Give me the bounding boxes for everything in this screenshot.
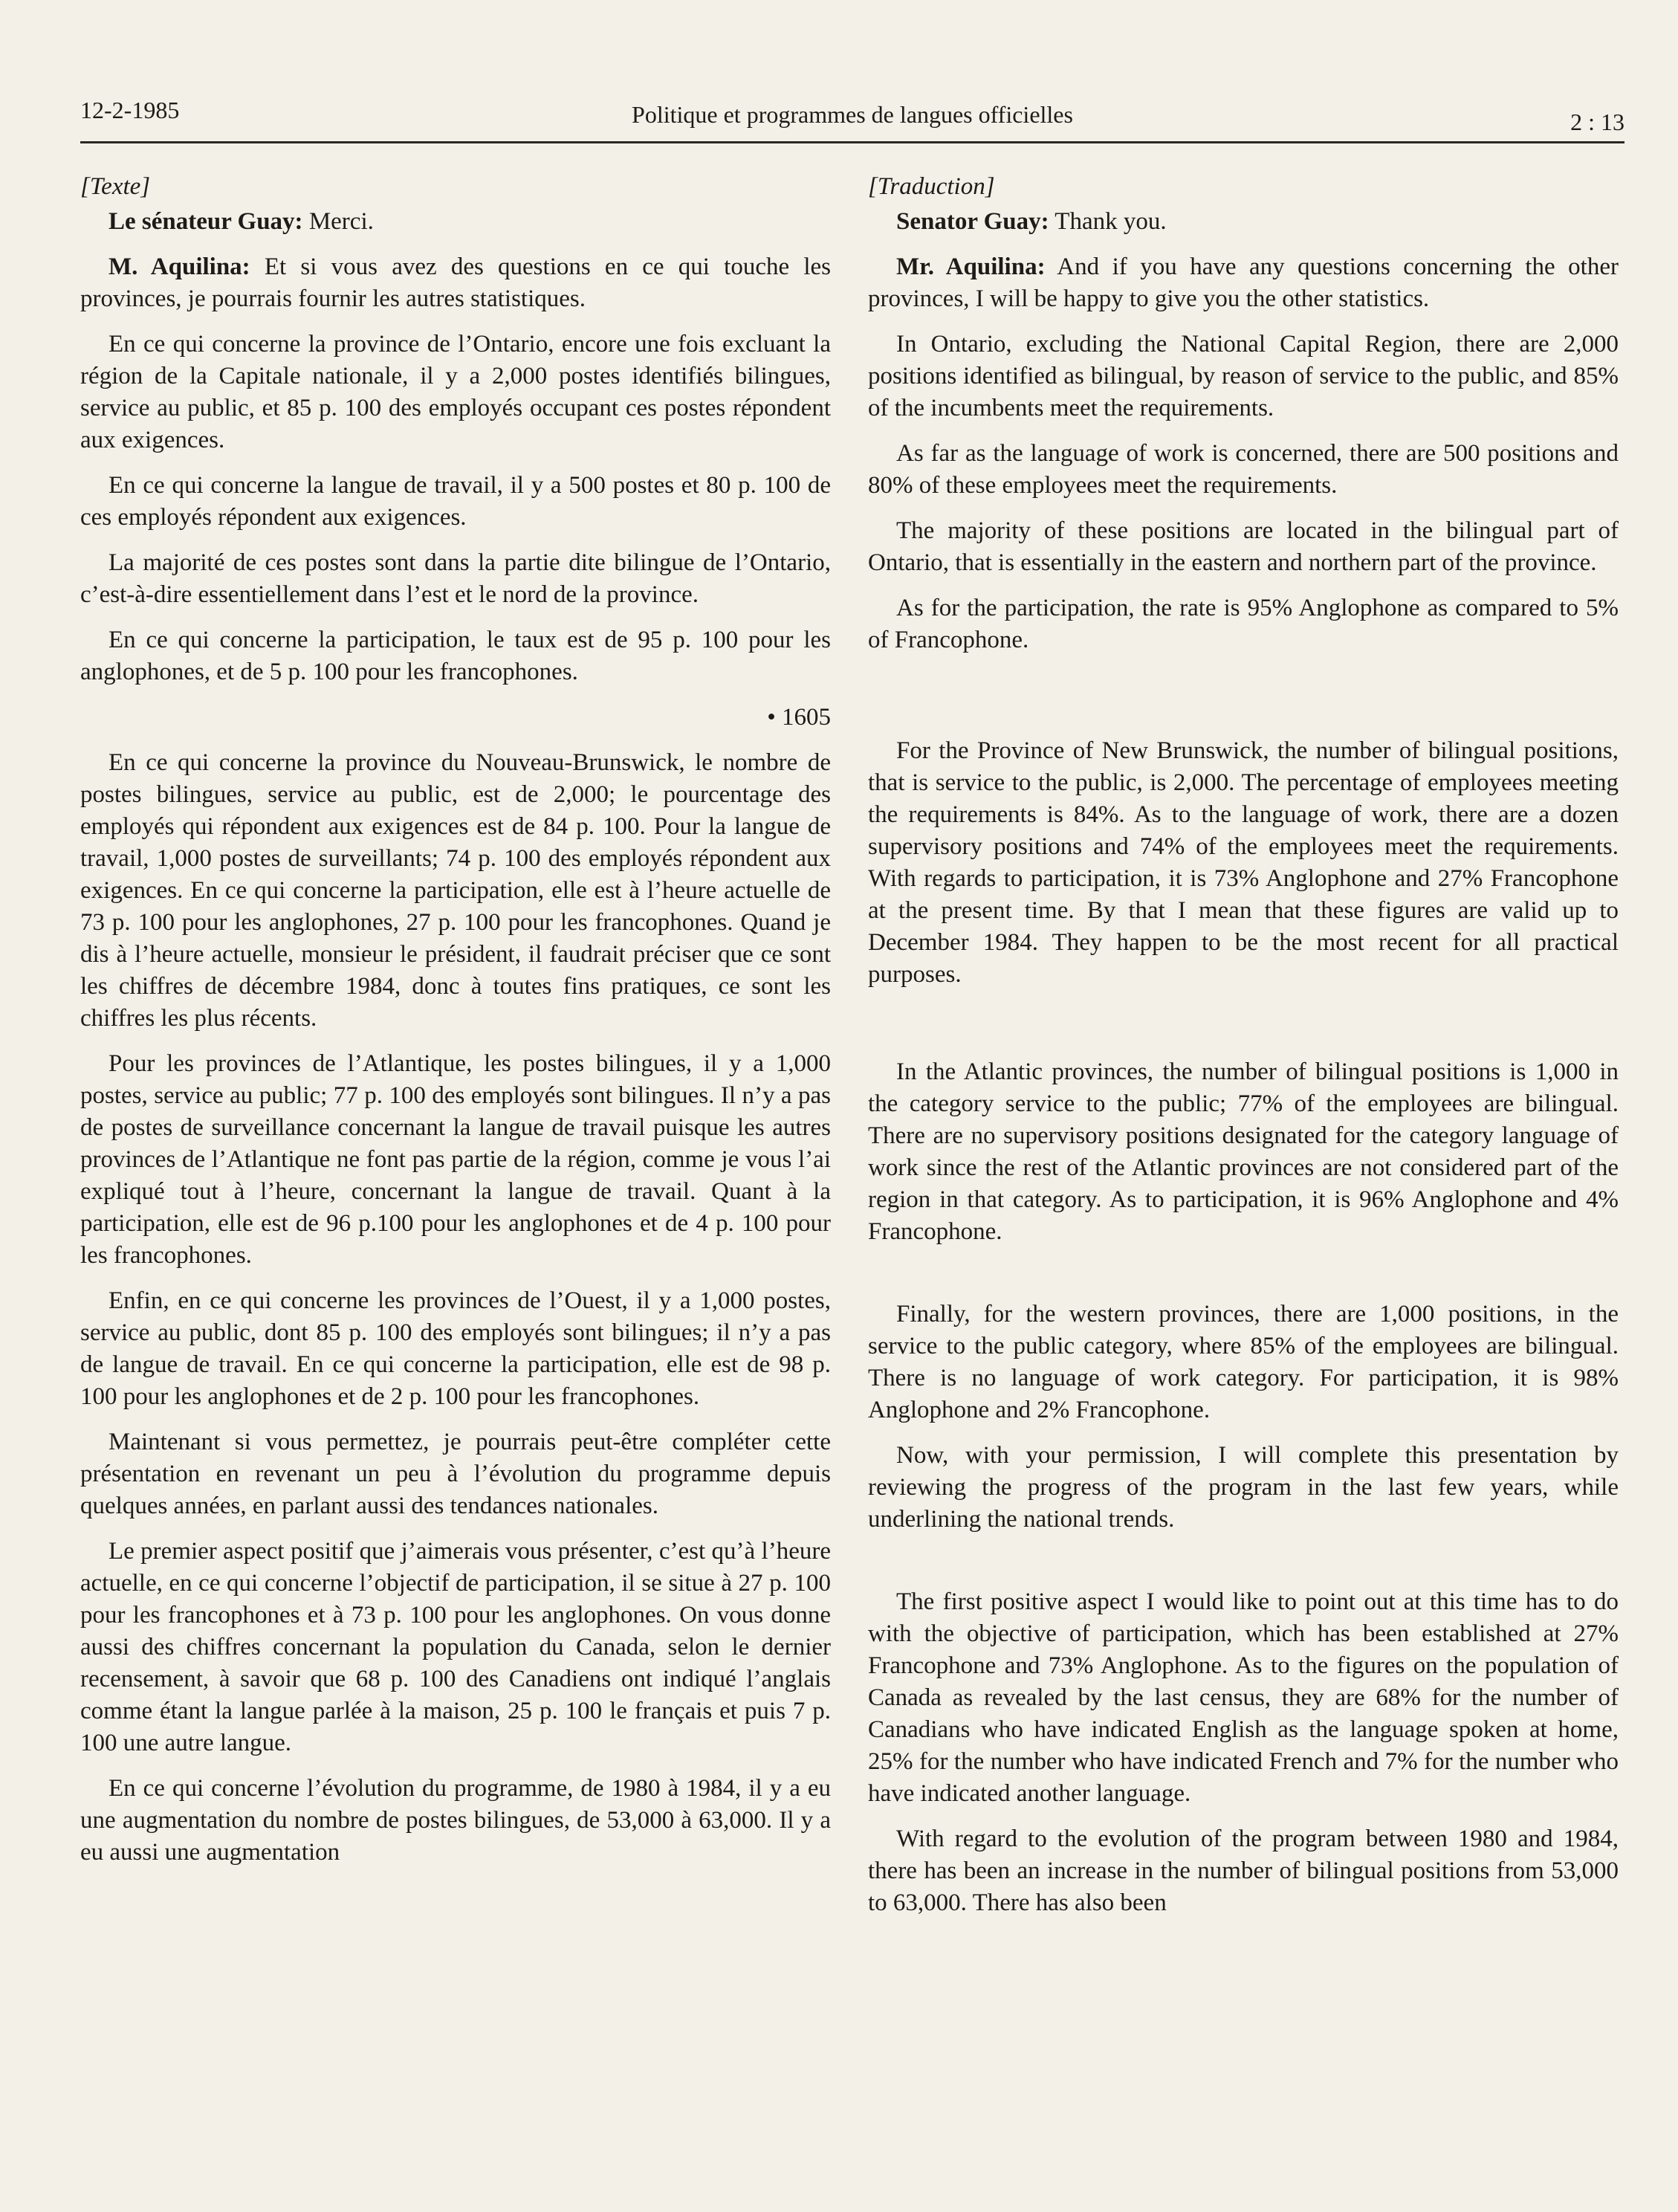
header-page-number: 2 : 13 (1570, 109, 1624, 135)
paragraph: The majority of these positions are located in the bilingual part of Ontario, that is essentially in the eastern and northern part of the province. (868, 517, 1619, 576)
language-tag: [Traduction] (868, 173, 995, 200)
header-title: Politique et programmes de langues officielles (632, 101, 1073, 128)
paragraph: In Ontario, excluding the National Capital Region, there are 2,000 positions identified as bilingual, by reason of service to the public, and 85% of the incumbents meet the requirements. (868, 331, 1619, 421)
paragraph: En ce qui concerne la participation, le taux est de 95 p. 100 pour les anglophones, et de 5 p. 100 pour les francophones. (80, 627, 831, 685)
paragraph (868, 206, 1619, 238)
spacer (868, 1261, 1619, 1299)
paragraph: Maintenant si vous permettez, je pourrais peut-être compléter cette présentation en revenant un peu à l’évolution du programme depuis quelques années, en parlant aussi des tendances nationales. (80, 1429, 831, 1519)
paragraph: As far as the language of work is concerned, there are 500 positions and 80% of these employees meet the requirements. (868, 440, 1619, 499)
paragraph: As for the participation, the rate is 95% Anglophone as compared to 5% of Francophone. (868, 595, 1619, 653)
french-column (80, 171, 831, 1882)
speech-text: Thank you. (1049, 208, 1167, 235)
paragraph: Finally, for the western provinces, there are 1,000 positions, in the service to the public category, where 85% of the employees are bilingual. There is no language of work category. For participation, it is 98% Anglophone and 2% Francophone. (868, 1301, 1619, 1423)
speaker-name: Le sénateur Guay: (108, 208, 303, 235)
header-date: 12-2-1985 (80, 97, 180, 123)
language-tag: [Texte] (80, 173, 151, 200)
speaker-name: Mr. Aquilina: (896, 253, 1046, 280)
speech-text: And if you have any questions concerning the other provinces, I will be happy to give you the other statistics. (868, 253, 1619, 312)
speech-text: Merci. (302, 208, 374, 235)
paragraph: En ce qui concerne la province de l’Ontario, encore une fois excluant la région de la Capitale nationale, il y a 2,000 postes identifiés bilingues, service au public, et 85 p. 100 des employés occupant ces postes répondent aux exigences. (80, 331, 831, 453)
paragraph (80, 206, 831, 238)
time-marker: • 1605 (767, 704, 831, 731)
spacer (868, 1549, 1619, 1586)
paragraph: The first positive aspect I would like to point out at this time has to do with the objective of participation, which has been established at 27% Francophone and 73% Anglophone. As to the figures on the population of Canada as revealed by the last census, they are 68% for the number of Canadians who have indicated English as the language spoken at home, 25% for the number who have indicated French and 7% for the number who have indicated another language. (868, 1588, 1619, 1807)
spacer (868, 670, 1619, 735)
paragraph: Enfin, en ce qui concerne les provinces de l’Ouest, il y a 1,000 postes, service au public, dont 85 p. 100 des employés sont bilingues; il n’y a pas de langue de travail. En ce qui concerne la participation, elle est de 98 p. 100 pour les anglophones et de 2 p. 100 pour les francophones. (80, 1287, 831, 1410)
speaker-name: Senator Guay: (896, 208, 1049, 235)
paragraph: En ce qui concerne la langue de travail, il y a 500 postes et 80 p. 100 de ces employés répondent aux exigences. (80, 472, 831, 531)
english-column (868, 171, 1619, 1933)
paragraph (868, 251, 1619, 315)
paragraph: Le premier aspect positif que j’aimerais vous présenter, c’est qu’à l’heure actuelle, en ce qui concerne l’objectif de participation, il se situe à 27 p. 100 pour les francophones et à 73 p. 100 pour les anglophones. On vous donne aussi des chiffres concernant la population du Canada, selon le dernier recensement, à savoir que 68 p. 100 des Canadiens ont indiqué l’anglais comme étant la langue parlée à la maison, 25 p. 100 le français et puis 7 p. 100 une autre langue. (80, 1538, 831, 1756)
paragraph (80, 251, 831, 315)
paragraph: For the Province of New Brunswick, the number of bilingual positions, that is service to the public, is 2,000. The percentage of employees meeting the requirements is 84%. As to the language of work, there are a dozen supervisory positions and 74% of the employees meet the requirements. With regards to participation, it is 73% Anglophone and 27% Francophone at the present time. By that I mean that these figures are valid up to December 1984. They happen to be the most recent for all practical purposes. (868, 737, 1619, 988)
speaker-name: M. Aquilina: (108, 253, 250, 280)
paragraph: En ce qui concerne la province du Nouveau-Brunswick, le nombre de postes bilingues, service au public, est de 2,000; le pourcentage des employés qui répondent aux exigences est de 84 p. 100. Pour la langue de travail, 1,000 postes de surveillants; 74 p. 100 des employés répondent aux exigences. En ce qui concerne la participation, elle est à l’heure actuelle de 73 p. 100 pour les anglophones, 27 p. 100 pour les francophones. Quand je dis à l’heure actuelle, monsieur le président, il faudrait préciser que ce sont les chiffres de décembre 1984, donc à toutes fins pratiques, ce sont les chiffres les plus récents. (80, 749, 831, 1032)
paragraph: Pour les provinces de l’Atlantique, les postes bilingues, il y a 1,000 postes, service au public; 77 p. 100 des employés sont bilingues. Il n’y a pas de postes de surveillance concernant la langue de travail puisque les autres provinces de l’Atlantique ne font pas partie de la région, comme je vous l’ai expliqué tout à l’heure, concernant la langue de travail. Quant à la participation, elle est de 96 p.100 pour les anglophones et de 4 p. 100 pour les francophones. (80, 1050, 831, 1269)
page-header (80, 89, 1624, 143)
paragraph: En ce qui concerne l’évolution du programme, de 1980 à 1984, il y a eu une augmentation du nombre de postes bilingues, de 53,000 à 63,000. Il y a eu aussi une augmentation (80, 1775, 831, 1866)
paragraph: La majorité de ces postes sont dans la partie dite bilingue de l’Ontario, c’est-à-dire essentiellement dans l’est et le nord de la province. (80, 549, 831, 608)
spacer (868, 1004, 1619, 1056)
paragraph: In the Atlantic provinces, the number of bilingual positions is 1,000 in the category service to the public; 77% of the employees are bilingual. There are no supervisory positions designated for the category language of work since the rest of the Atlantic provinces are not considered part of the region in that category. As to participation, it is 96% Anglophone and 4% Francophone. (868, 1058, 1619, 1245)
speech-text: Et si vous avez des questions en ce qui touche les provinces, je pourrais fournir les autres statistiques. (80, 253, 831, 312)
paragraph: Now, with your permission, I will complete this presentation by reviewing the progress of the program in the last few years, while underlining the national trends. (868, 1442, 1619, 1533)
paragraph: With regard to the evolution of the program between 1980 and 1984, there has been an increase in the number of bilingual positions from 53,000 to 63,000. There has also been (868, 1825, 1619, 1916)
